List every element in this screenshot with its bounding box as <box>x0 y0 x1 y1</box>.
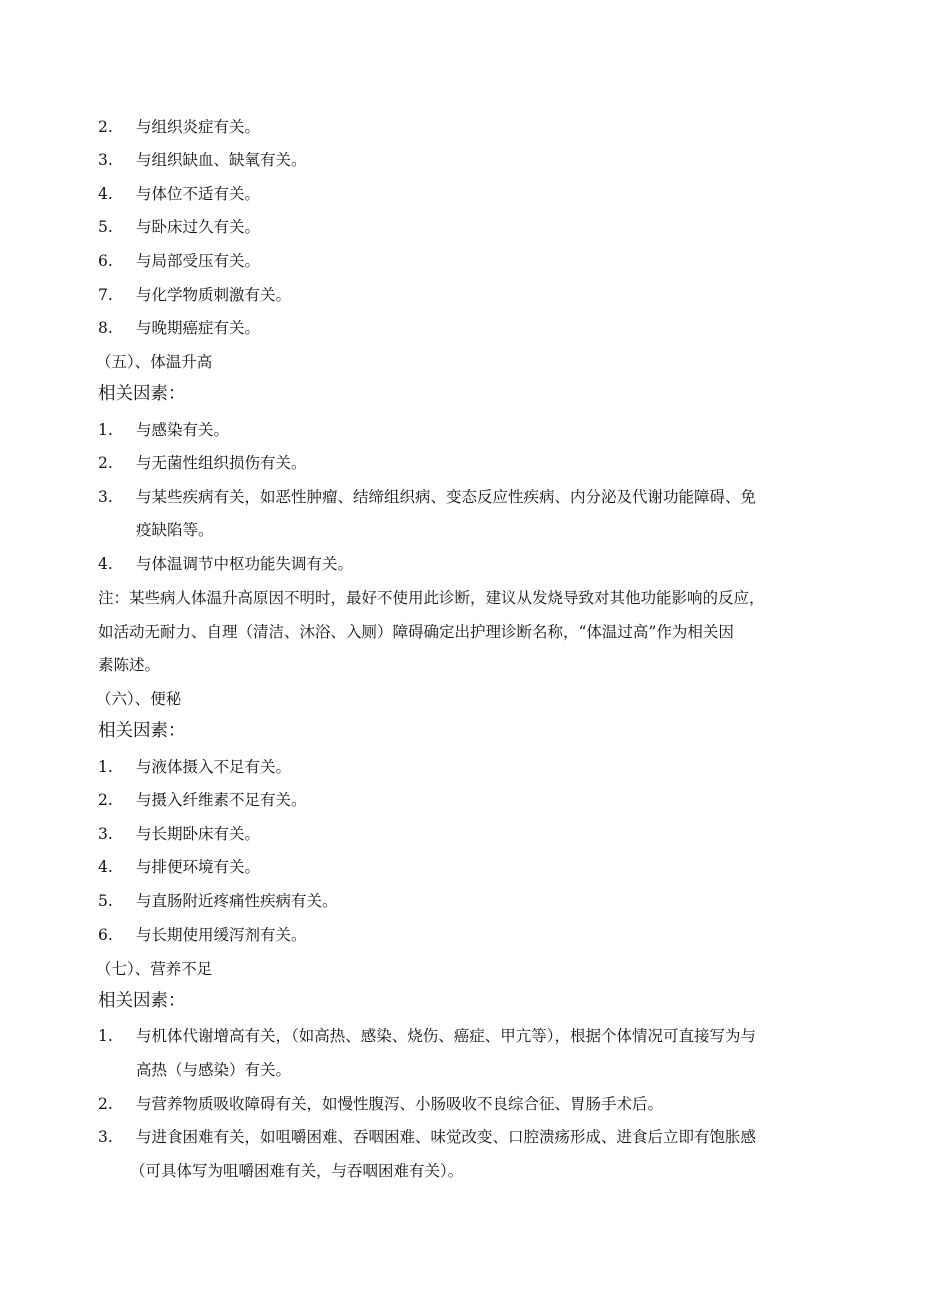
factors-label: 相关因素： <box>98 991 186 1011</box>
list-item: 与晚期癌症有关。 <box>136 319 261 337</box>
note-line: 素陈述。 <box>98 656 161 674</box>
list-number: 2. <box>98 454 113 472</box>
list-item: 与局部受压有关。 <box>136 252 261 270</box>
note-line: 如活动无耐力、自理（清洁、沐浴、入厕）障碍确定出护理诊断名称，“体温过高”作为相关因 <box>98 623 734 641</box>
list-item: 与某些疾病有关，如恶性肿瘤、结缔组织病、变态反应性疾病、内分泌及代谢功能障碍、免 <box>136 488 757 506</box>
list-number: 1. <box>98 1027 113 1045</box>
list-number: 3. <box>98 1128 113 1146</box>
list-item: 与液体摄入不足有关。 <box>136 758 292 776</box>
list-number: 6. <box>98 252 113 270</box>
list-number: 2. <box>98 791 113 809</box>
list-number: 5. <box>98 218 113 236</box>
list-item: 与机体代谢增高有关，（如高热、感染、烧伤、癌症、甲亢等），根据个体情况可直接写为与 <box>136 1027 757 1045</box>
list-item: 与营养物质吸收障碍有关，如慢性腹泻、小肠吸收不良综合征、胃肠手术后。 <box>136 1095 664 1113</box>
list-item-continuation: 高热（与感染）有关。 <box>136 1061 292 1079</box>
list-item: 与体位不适有关。 <box>136 185 261 203</box>
factors-label: 相关因素： <box>98 384 186 404</box>
list-number: 2. <box>98 1095 113 1113</box>
section-heading: （五）、体温升高 <box>96 353 213 371</box>
list-item: 与体温调节中枢功能失调有关。 <box>136 555 354 573</box>
list-number: 8. <box>98 319 113 337</box>
list-item: 与无菌性组织损伤有关。 <box>136 454 307 472</box>
note-line: 注：某些病人体温升高原因不明时，最好不使用此诊断，建议从发烧导致对其他功能影响的反应， <box>98 589 765 607</box>
list-number: 3. <box>98 151 113 169</box>
list-number: 1. <box>98 421 113 439</box>
list-item: 与组织缺血、缺氧有关。 <box>136 151 307 169</box>
list-number: 4. <box>98 555 113 573</box>
list-item: 与感染有关。 <box>136 421 230 439</box>
list-item: 与组织炎症有关。 <box>136 118 261 136</box>
list-item: 与卧床过久有关。 <box>136 218 261 236</box>
section-heading: （六）、便秘 <box>96 690 182 708</box>
list-item: 与化学物质刺激有关。 <box>136 286 292 304</box>
list-number: 3. <box>98 825 113 843</box>
list-number: 6. <box>98 926 113 944</box>
list-item: 与直肠附近疼痛性疾病有关。 <box>136 892 338 910</box>
list-number: 5. <box>98 892 113 910</box>
list-number: 4. <box>98 858 113 876</box>
list-item: 与长期使用缓泻剂有关。 <box>136 926 307 944</box>
list-number: 4. <box>98 185 113 203</box>
list-item-continuation: （可具体写为咀嚼困难有关，与吞咽困难有关）。 <box>130 1162 464 1180</box>
list-item: 与排便环境有关。 <box>136 858 261 876</box>
list-number: 2. <box>98 118 113 136</box>
list-item: 与摄入纤维素不足有关。 <box>136 791 307 809</box>
list-number: 3. <box>98 488 113 506</box>
list-item: 与进食困难有关，如咀嚼困难、吞咽困难、味觉改变、口腔溃疡形成、进食后立即有饱胀感 <box>136 1128 757 1146</box>
section-heading: （七）、营养不足 <box>96 960 213 978</box>
list-item-continuation: 疫缺陷等。 <box>136 521 214 539</box>
list-number: 7. <box>98 286 113 304</box>
list-number: 1. <box>98 758 113 776</box>
factors-label: 相关因素： <box>98 721 186 741</box>
list-item: 与长期卧床有关。 <box>136 825 261 843</box>
